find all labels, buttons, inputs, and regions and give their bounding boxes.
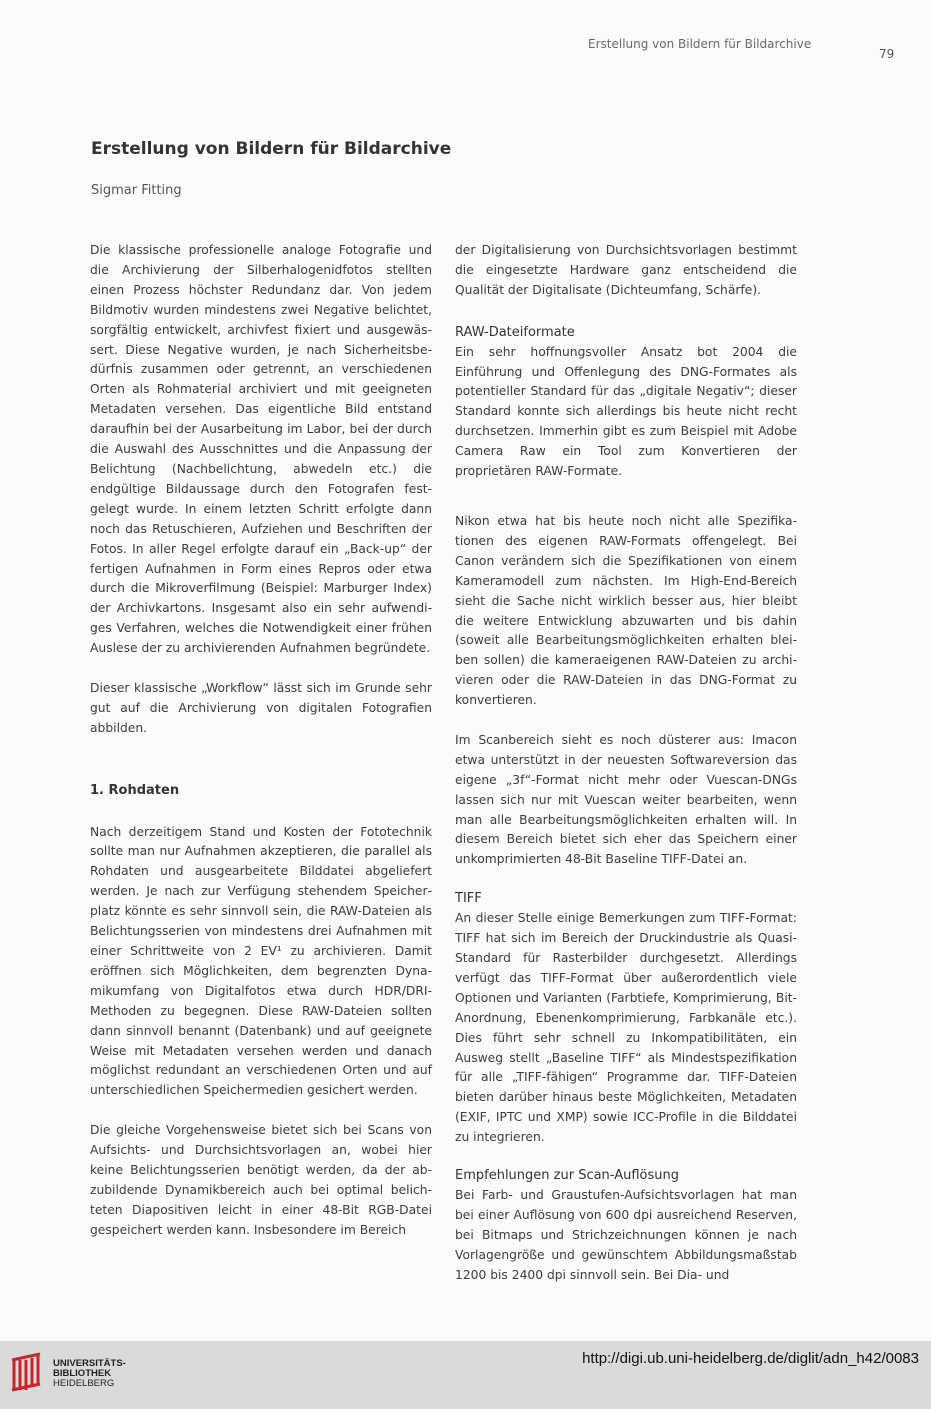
subsection-heading: Empfehlungen zur Scan-Auflösung xyxy=(455,1168,679,1184)
permalink-url[interactable]: http://digi.ub.uni-heidelberg.de/diglit/adn_h42/0083 xyxy=(582,1350,919,1367)
paragraph: Bei Farb- und Graustufen-Aufsichtsvorlagen hat man bei einer Auflösung von 600 dpi ausreichend Reserven, bei Bitmaps und Strichzeichnungen können je nach Vorlagengröße und gewünschtem Abbildungsmaßstab 1200 bis 2400 dpi sinnvoll sein. Bei Dia- und xyxy=(455,1187,797,1282)
paragraph: Die gleiche Vorgehensweise bietet sich bei Scans von Aufsichts- und Durchsichtsvorlagen an, wobei hier keine Belichtungsserien benötigt werden, da der abzubildende Dynamikbereich auch bei optimal belichteten Diapositiven leicht in einer 48-Bit RGB-Datei gespeichert werden kann. Insbesondere im Bereich xyxy=(90,1123,432,1237)
library-logo-icon xyxy=(10,1350,44,1394)
paragraph: Ein sehr hoffnungsvoller Ansatz bot 2004 die Einführung und Offenlegung des DNG-Formates als potentieller Standard für das „digitale Negativ“; dieser Standard konnte sich allerdings bis heute nicht recht durchsetzen. Immerhin gibt es zum Beispiel mit Adobe Camera Raw ein Tool zum Konvertieren der proprietären RAW-Formate. xyxy=(455,344,797,479)
paragraph: Im Scanbereich sieht es noch düsterer aus: Imacon etwa unterstützt in der neuesten Softwareversion das eigene „3f“-Format nicht mehr oder Vuescan-DNGs lassen sich nur mit Vuescan weiter bearbeiten, wenn man alle Bearbeitungsmöglichkeiten erhalten will. In diesem Bereich bietet sich eher das Speichern einer unkomprimierten 48-Bit Baseline TIFF-Datei an. xyxy=(455,732,797,867)
paragraph: Die klassische professionelle analoge Fotografie und die Archivierung der Silberhalogenidfotos stellten einen Prozess höchster Redundanz dar. Von jedem Bildmotiv wurden mindestens zwei Negative belichtet, sorgfältig entwickelt, archivfest fixiert und ausgewässert. Diese Negative wurden, je nach Sicherheitsbedürfnis zusammen oder getrennt, an verschiedenen Orten als Rohmaterial archiviert und mit geeigneten Metadaten versehen. Das eigentliche Bild entstand daraufhin bei der Ausarbeitung im Labor, bei der durch die Auswahl des Ausschnittes und die Anpassung der Belichtung (Nachbelichtung, abwedeln etc.) die endgültige Bildaussage durch den Fotografen festgelegt wurde. In einem letzten Schritt erfolgte dann noch das Retuschieren, Aufziehen und Beschriften der Fotos. In aller Regel erfolgte darauf ein „Back-up“ der fertigen Aufnahmen in Form eines Repros oder etwa durch die Mikroverfilmung (Beispiel: Marburger Index) der Archivkartons. Insgesamt also ein sehr aufwendiges Verfahren, welches die Notwendigkeit einer frühen Auslese der zu archivierenden Aufnahmen begründete. xyxy=(90,243,432,656)
article-title: Erstellung von Bildern für Bildarchive xyxy=(91,139,452,159)
library-logo-text: UNIVERSITÄTS- BIBLIOTHEK HEIDELBERG xyxy=(53,1358,126,1389)
paragraph: An dieser Stelle einige Bemerkungen zum TIFF-Format: TIFF hat sich im Bereich der Druckindustrie als Quasi-Standard für Rasterbilder durchgesetzt. Allerdings verfügt das TIFF-Format über außerordentlich viele Optionen und Varianten (Farbtiefe, Komprimierung, Bit-Anordnung, Ebenenkomprimierung, Farbkanäle etc.). Dies führt sehr schnell zu Inkompatibilitäten, ein Ausweg stellt „Baseline TIFF“ als Mindestspezifikation für alle „TIFF-fähigen“ Programme dar. TIFF-Dateien bieten darüber hinaus beste Möglichkeiten, Metadaten (EXIF, IPTC und XMP) sowie ICC-Profile in die Bilddatei zu integrieren. xyxy=(455,911,797,1145)
section-heading: 1. Rohdaten xyxy=(90,782,180,798)
paragraph: Dieser klassische „Workflow“ lässt sich im Grunde sehr gut auf die Archivierung von digitalen Fotografien abbilden. xyxy=(90,680,432,735)
article-author: Sigmar Fitting xyxy=(91,183,182,198)
left-column xyxy=(90,241,432,1241)
digitization-footer xyxy=(0,1341,931,1409)
page-number: 79 xyxy=(879,47,895,61)
paragraph: Nikon etwa hat bis heute noch nicht alle Spezifikationen des eigenen RAW-Formats offengelegt. Bei Canon verändern sich die Spezifikationen von einem Kameramodell zum nächsten. Im High-End-Bereich sieht die Sache nicht wirklich besser aus, hier bleibt die weitere Entwicklung abzuwarten und bis dahin (soweit alle Bearbeitungsmöglichkeiten erhalten bleiben sollen) die kameraeigenen RAW-Dateien zu archivieren oder die RAW-Dateien in das DNG-Format zu konvertieren. xyxy=(455,513,797,708)
right-column xyxy=(455,241,797,1285)
subsection-heading: RAW-Dateiformate xyxy=(455,324,575,340)
paragraph: der Digitalisierung von Durchsichtsvorlagen bestimmt die eingesetzte Hardware ganz entscheidend die Qualität der Digitalisate (Dichteumfang, Schärfe). xyxy=(455,243,797,297)
paragraph: Nach derzeitigem Stand und Kosten der Fototechnik sollte man nur Aufnahmen akzeptieren, die parallel als Rohdaten und ausgearbeitete Bilddatei abgeliefert werden. Je nach zur Verfügung stehendem Speicherplatz könnte es sehr sinnvoll sein, die RAW-Dateien als Belichtungsserien von mindestens drei Aufnahmen mit einer Schrittweite von 2 EV¹ zu archivieren. Damit eröffnen sich Möglichkeiten, dem begrenzten Dynamikumfang von Digitalfotos etwa durch HDR/DRI-Methoden zu begegnen. Diese RAW-Dateien sollten dann sinnvoll benannt (Datenbank) und auf geeignete Weise mit Metadaten versehen werden und danach möglichst redundant an verschiedenen Orten und auf unterschiedlichen Speichermedien gesichert werden. xyxy=(90,824,432,1098)
subsection-heading: TIFF xyxy=(455,891,482,907)
running-head: Erstellung von Bildern für Bildarchive xyxy=(588,37,812,51)
